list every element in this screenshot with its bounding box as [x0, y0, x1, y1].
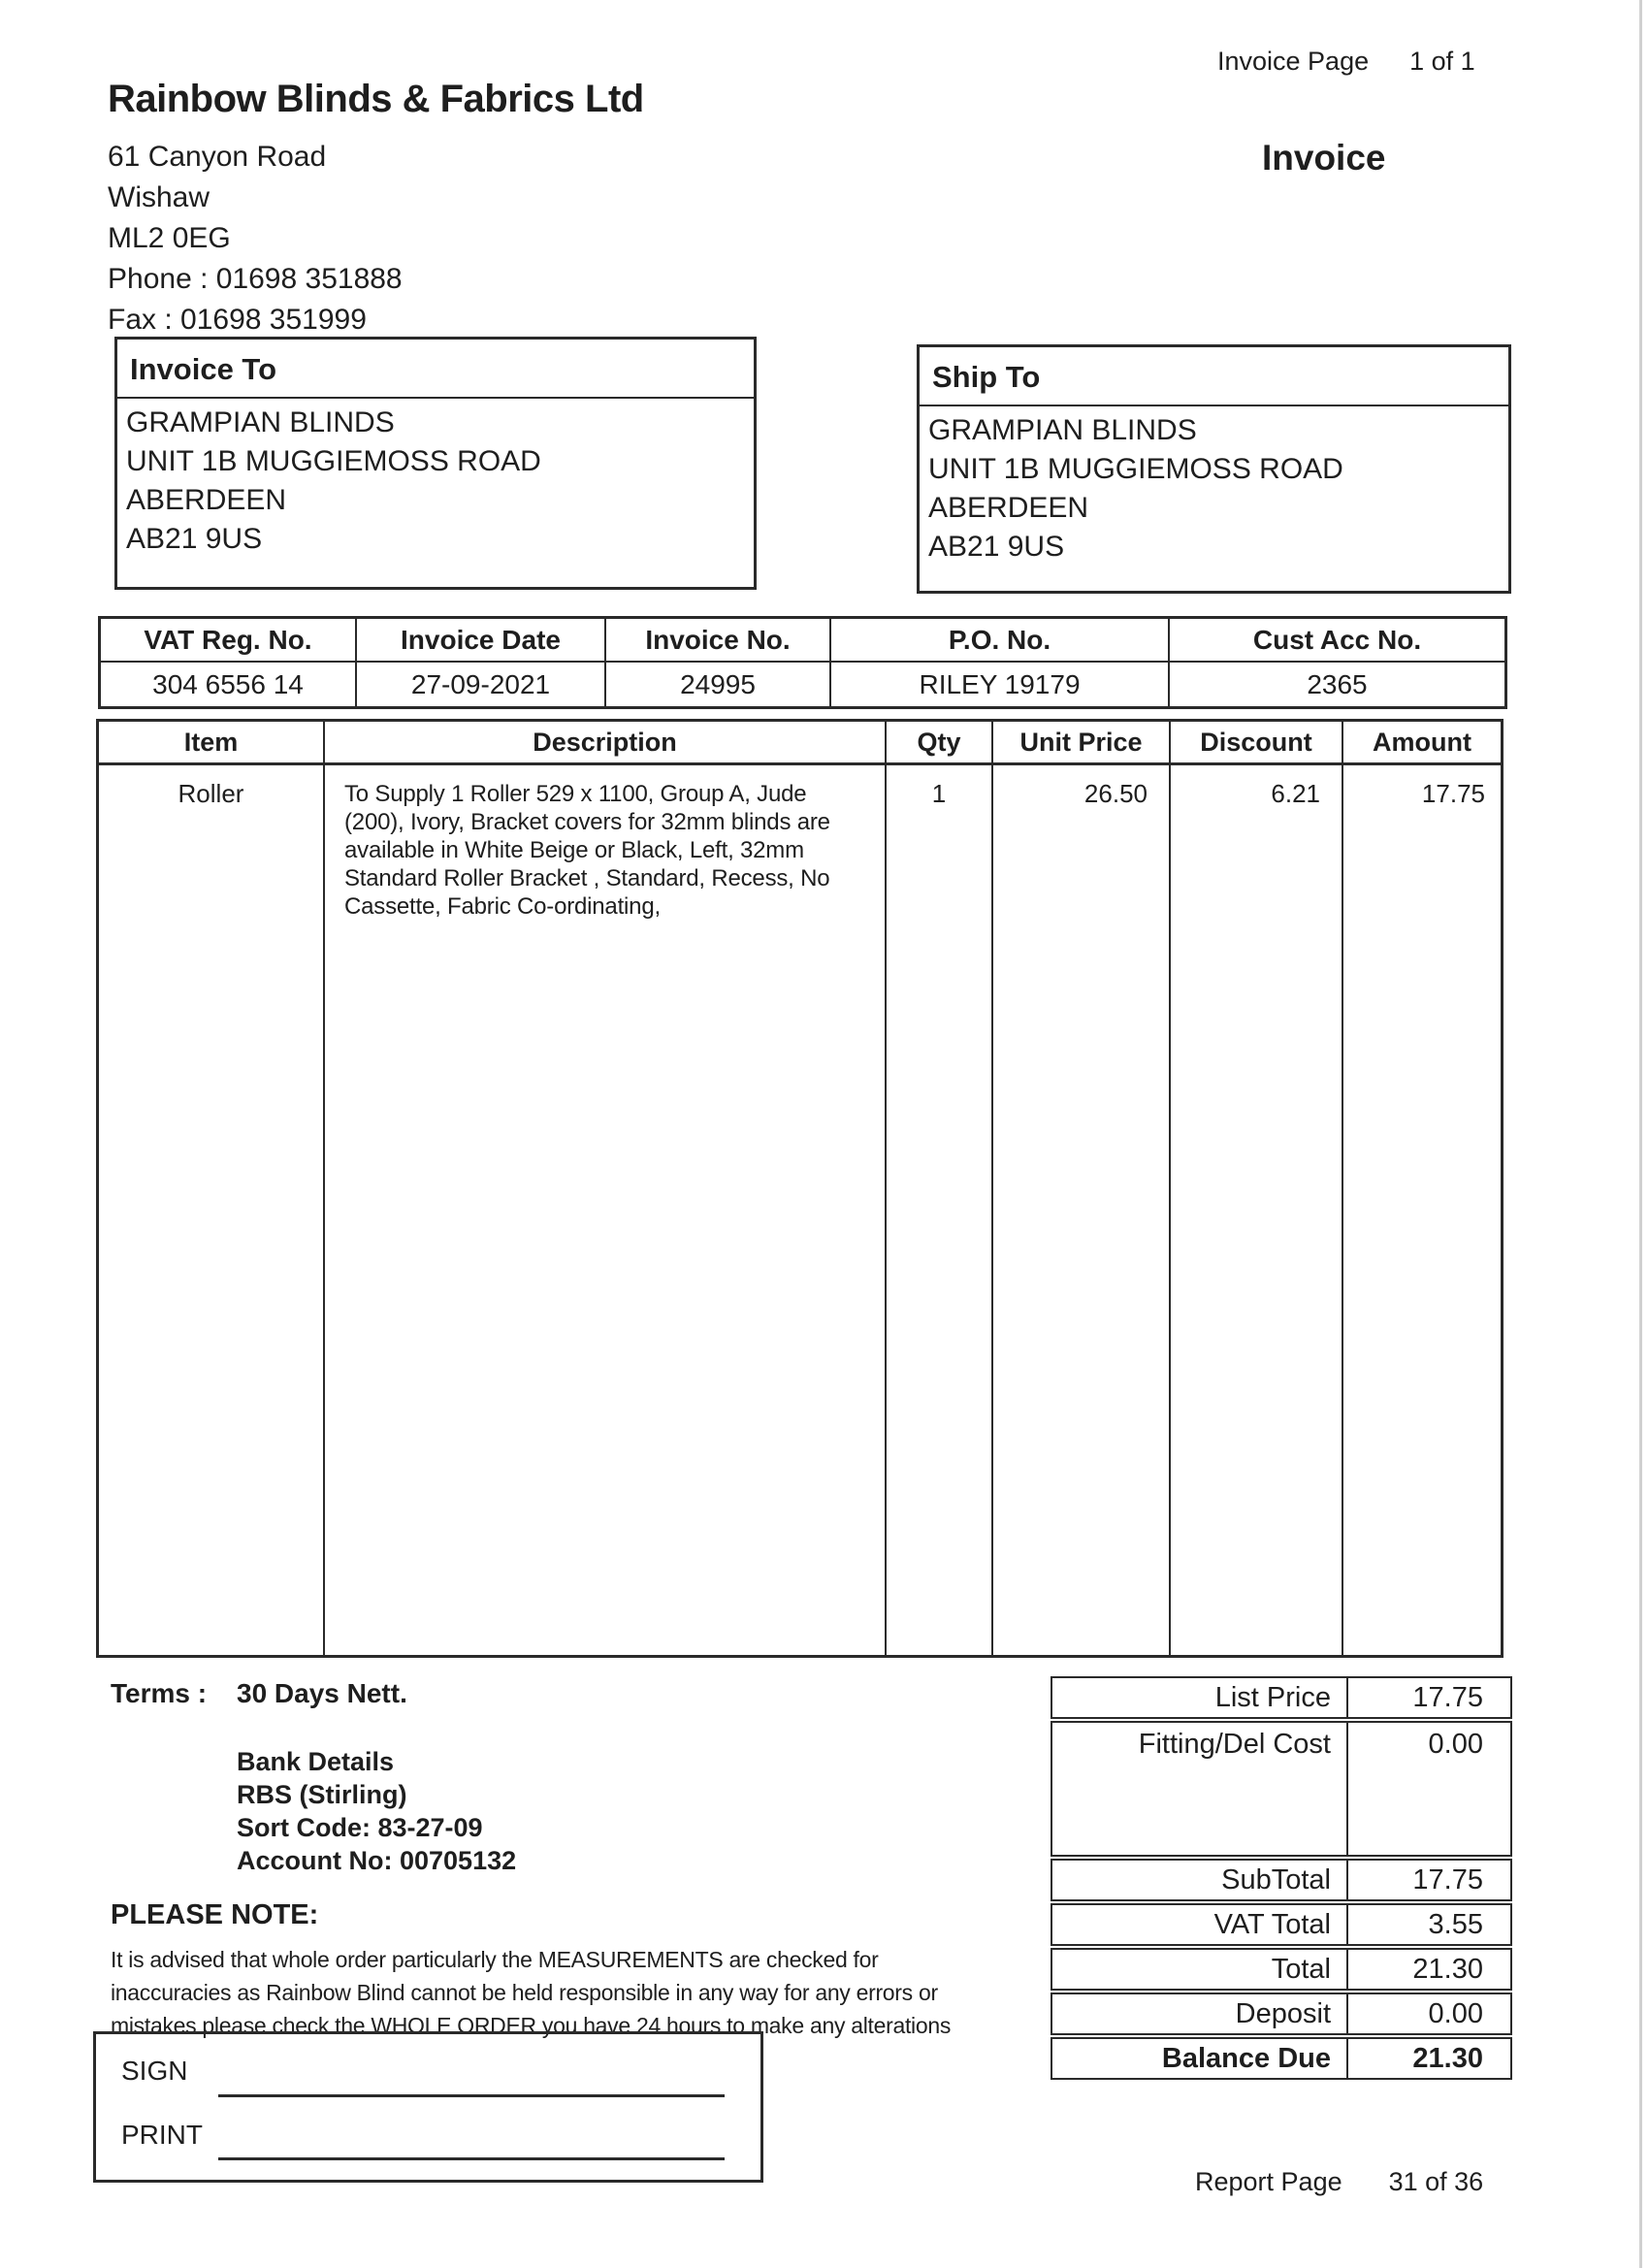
items-header-row: [99, 722, 1501, 765]
meta-header-po-no: P.O. No.: [829, 619, 1168, 661]
invoice-no-value: 24995: [604, 663, 829, 706]
discount-cell: 6.21: [1169, 765, 1342, 1655]
vat-reg-no-value: 304 6556 14: [152, 668, 304, 699]
please-note-heading: PLEASE NOTE:: [111, 1899, 319, 1930]
items-header-item: Item: [183, 727, 239, 757]
description-line: To Supply 1 Roller 529 x 1100, Group A, Jude: [344, 781, 807, 807]
invoice-page-value: 1 of 1: [1409, 47, 1475, 76]
invoice-page-label: Invoice Page: [1217, 47, 1370, 76]
scanner-edge-artifact: [1639, 0, 1642, 2268]
note-line: mistakes please check the WHOLE ORDER you have 24 hours to make any alterations: [111, 2013, 952, 2038]
sign-label: SIGN: [121, 2056, 188, 2086]
company-phone: Phone : 01698 351888: [108, 263, 403, 295]
address-line: UNIT 1B MUGGIEMOSS ROAD: [928, 453, 1343, 485]
ship-to-address: [920, 406, 1508, 567]
report-page-value: 31 of 36: [1388, 2167, 1484, 2196]
bank-name: RBS (Stirling): [237, 1780, 407, 1809]
totals-label: VAT Total: [1213, 1908, 1331, 1940]
measurements-note: [111, 1943, 951, 2042]
line-items-table: [96, 719, 1504, 1658]
cust-acc-no-value: 2365: [1168, 663, 1504, 706]
address-line: UNIT 1B MUGGIEMOSS ROAD: [126, 445, 541, 477]
totals-row-vat-total: [1051, 1903, 1512, 1946]
totals-row-subtotal: [1051, 1859, 1512, 1901]
address-line: AB21 9US: [928, 531, 1065, 563]
totals-row-total: [1051, 1948, 1512, 1991]
totals-label: Fitting/Del Cost: [1138, 1729, 1331, 1760]
meta-header-vat-reg: VAT Reg. No.: [144, 624, 312, 655]
unit-price-cell: 26.50: [991, 765, 1169, 1655]
totals-label: Total: [1271, 1953, 1331, 1985]
address-line: ABERDEEN: [126, 484, 287, 516]
items-header-discount: Discount: [1169, 722, 1342, 762]
totals-label: SubTotal: [1221, 1863, 1331, 1895]
meta-header-invoice-date: Invoice Date: [355, 619, 604, 661]
description-line: (200), Ivory, Bracket covers for 32mm blinds are: [344, 809, 830, 835]
totals-value: 17.75: [1346, 1861, 1510, 1899]
totals-row-list-price: [1051, 1676, 1512, 1719]
company-address-line: ML2 0EG: [108, 222, 231, 254]
totals-row-deposit: [1051, 1993, 1512, 2035]
ship-to-label: Ship To: [920, 347, 1508, 406]
invoice-meta-table: [98, 616, 1507, 709]
qty-cell: 1: [885, 765, 991, 1655]
note-line: inaccuracies as Rainbow Blind cannot be held responsible in any way for any errors or: [111, 1980, 938, 2005]
totals-value: 0.00: [1346, 1723, 1510, 1855]
address-line: AB21 9US: [126, 523, 263, 555]
address-line: GRAMPIAN BLINDS: [928, 414, 1197, 446]
bank-account-no: Account No: 00705132: [237, 1846, 517, 1875]
totals-row-balance-due: [1051, 2037, 1512, 2080]
terms-value: 30 Days Nett.: [237, 1678, 407, 1708]
invoice-to-label: Invoice To: [117, 340, 754, 399]
company-address-line: 61 Canyon Road: [108, 141, 327, 173]
totals-box: [1051, 1676, 1512, 2082]
meta-header-row: [101, 619, 1504, 663]
totals-label: Balance Due: [1161, 2042, 1331, 2074]
description-line: available in White Beige or Black, Left, 32mm: [344, 837, 804, 863]
items-header-description: Description: [323, 722, 885, 762]
totals-value: 17.75: [1346, 1678, 1510, 1717]
company-address-line: Wishaw: [108, 181, 210, 213]
items-header-qty: Qty: [885, 722, 991, 762]
ship-to-box: [917, 344, 1511, 594]
print-line: [218, 2157, 725, 2160]
company-name: Rainbow Blinds & Fabrics Ltd: [108, 78, 644, 120]
meta-header-invoice-no: Invoice No.: [604, 619, 829, 661]
address-line: GRAMPIAN BLINDS: [126, 406, 395, 438]
item-cell: Roller: [178, 779, 244, 808]
totals-value: 21.30: [1346, 1950, 1510, 1989]
totals-label: List Price: [1214, 1681, 1331, 1713]
bank-details-block: [237, 1745, 516, 1877]
print-label: PRINT: [121, 2120, 203, 2150]
bank-sort-code: Sort Code: 83-27-09: [237, 1813, 483, 1842]
note-line: It is advised that whole order particularly the MEASUREMENTS are checked for: [111, 1947, 879, 1972]
totals-value: 3.55: [1346, 1905, 1510, 1944]
invoice-page-indicator: [1217, 47, 1475, 77]
signature-box: [93, 2031, 763, 2183]
meta-header-cust-acc: Cust Acc No.: [1168, 619, 1504, 661]
description-cell: [323, 765, 885, 1655]
report-page-label: Report Page: [1195, 2167, 1342, 2196]
totals-label: Deposit: [1235, 1997, 1331, 2029]
items-header-amount: Amount: [1342, 722, 1501, 762]
address-line: ABERDEEN: [928, 492, 1089, 524]
po-no-value: RILEY 19179: [829, 663, 1168, 706]
invoice-to-box: [114, 337, 757, 590]
amount-cell: 17.75: [1342, 765, 1501, 1655]
meta-value-row: [101, 663, 1504, 706]
table-row: [99, 765, 1501, 1655]
bank-details-heading: Bank Details: [237, 1747, 395, 1776]
totals-value: 0.00: [1346, 1994, 1510, 2033]
description-line: Cassette, Fabric Co-ordinating,: [344, 893, 661, 920]
items-header-unit-price: Unit Price: [991, 722, 1169, 762]
description-line: Standard Roller Bracket , Standard, Recess, No: [344, 865, 830, 891]
document-title: Invoice: [1262, 138, 1386, 178]
totals-row-fitting-del-cost: [1051, 1721, 1512, 1857]
company-fax: Fax : 01698 351999: [108, 304, 367, 336]
terms-label: Terms :: [111, 1678, 208, 1708]
invoice-to-address: [117, 399, 754, 559]
company-header: [108, 78, 644, 340]
sign-line: [218, 2094, 725, 2097]
totals-value: 21.30: [1346, 2039, 1510, 2078]
invoice-date-value: 27-09-2021: [355, 663, 604, 706]
report-page-indicator: [1195, 2167, 1483, 2197]
